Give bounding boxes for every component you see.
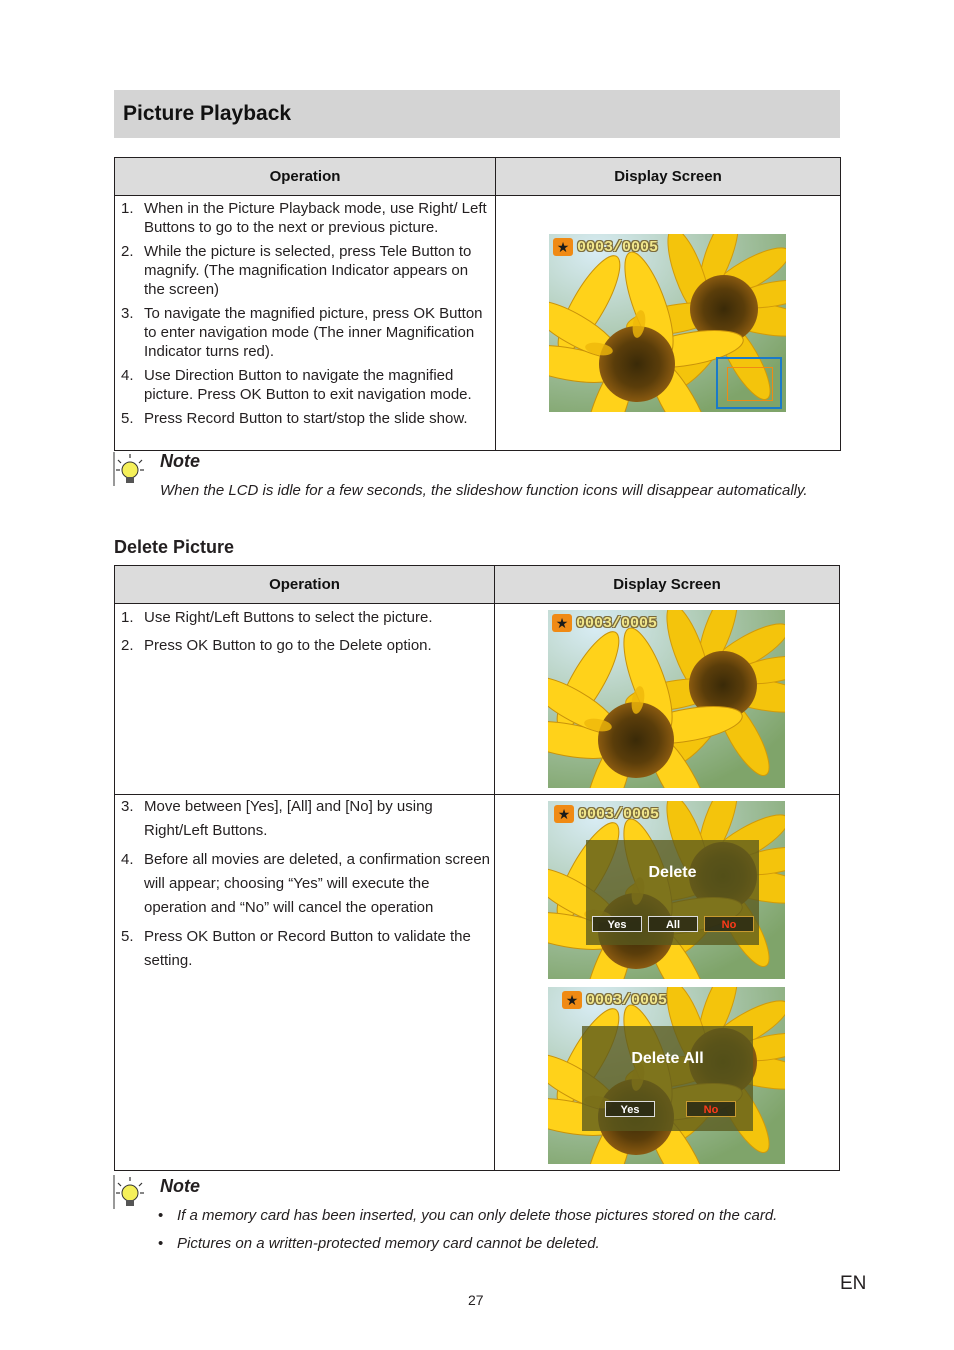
step-number: 3. — [121, 798, 134, 815]
step-number: 4. — [121, 367, 134, 384]
step-text: Press OK Button to go to the Delete option. — [144, 637, 432, 654]
star-icon: ★ — [552, 614, 572, 632]
image-counter: 0003/0005 — [577, 238, 659, 256]
star-icon: ★ — [553, 238, 573, 256]
column-header-operation: Operation — [115, 158, 496, 196]
page-number: 27 — [468, 1292, 484, 1308]
section-header-bar — [114, 90, 840, 138]
list-item — [121, 636, 490, 656]
step-number: 4. — [121, 851, 134, 868]
note-bullet — [158, 1207, 777, 1224]
playback-hud — [553, 238, 658, 256]
lightbulb-icon — [113, 1175, 145, 1209]
language-label: EN — [840, 1273, 867, 1294]
step-number: 3. — [121, 305, 134, 322]
step-text: Press Record Button to start/stop the slide show. — [144, 410, 468, 427]
step-number: 5. — [121, 410, 134, 427]
no-button[interactable]: No — [704, 916, 754, 932]
step-number: 1. — [121, 609, 134, 626]
lightbulb-icon — [113, 452, 145, 486]
operation-cell — [115, 795, 495, 1171]
list-item — [121, 304, 491, 361]
star-icon: ★ — [554, 805, 574, 823]
list-item — [121, 848, 490, 920]
lcd-screen-magnify — [549, 234, 786, 412]
list-item — [121, 409, 491, 428]
step-number: 2. — [121, 243, 134, 260]
list-item — [121, 608, 490, 628]
playback-hud — [562, 991, 667, 1009]
operation-cell — [115, 604, 495, 795]
magnification-indicator-inner — [727, 367, 773, 401]
lcd-screen-playback — [548, 610, 785, 788]
dialog-title: Delete All — [631, 1050, 704, 1067]
note-text: When the LCD is idle for a few seconds, the slideshow function icons will disappear automatically. — [160, 482, 808, 499]
yes-button[interactable]: Yes — [605, 1101, 655, 1117]
step-text: Use Right/Left Buttons to select the picture. — [144, 609, 433, 626]
list-item — [121, 366, 491, 404]
playback-steps-list — [115, 196, 495, 428]
page-title: Picture Playback — [123, 102, 292, 125]
step-number: 1. — [121, 200, 134, 217]
image-counter: 0003/0005 — [576, 614, 658, 632]
column-header-display-screen: Display Screen — [495, 566, 840, 604]
delete-dialog — [586, 840, 759, 945]
step-number: 2. — [121, 637, 134, 654]
image-counter: 0003/0005 — [578, 805, 660, 823]
column-header-operation: Operation — [115, 566, 495, 604]
step-text: When in the Picture Playback mode, use Right/ Left Buttons to go to the next or previous picture. — [144, 200, 487, 236]
list-item — [121, 925, 490, 973]
no-button[interactable]: No — [686, 1101, 736, 1117]
delete-confirm-steps-list — [115, 795, 494, 973]
delete-picture-heading: Delete Picture — [114, 537, 235, 557]
delete-all-dialog — [582, 1026, 753, 1131]
note-title: Note — [160, 1176, 200, 1196]
step-text: Before all movies are deleted, a confirmation screen will appear; choosing “Yes” will execute the operation and “No” will cancel the operation — [144, 851, 491, 916]
dialog-title: Delete — [648, 864, 697, 881]
list-item — [121, 795, 490, 843]
bullet-icon: • — [158, 1207, 164, 1224]
step-text: Use Direction Button to navigate the magnified picture. Press OK Button to exit navigation mode. — [144, 367, 472, 403]
star-icon: ★ — [562, 991, 582, 1009]
note-bullet-text: If a memory card has been inserted, you can only delete those pictures stored on the card. — [177, 1207, 778, 1224]
note-bullet — [158, 1235, 600, 1252]
list-item — [121, 199, 491, 237]
note-title: Note — [160, 451, 200, 471]
list-item — [121, 242, 491, 299]
lcd-screen-delete-all-dialog — [548, 987, 785, 1164]
step-text: Move between [Yes], [All] and [No] by using Right/Left Buttons. — [144, 798, 433, 839]
step-text: Press OK Button or Record Button to validate the setting. — [144, 928, 471, 969]
sunflower-photo — [548, 610, 785, 788]
image-counter: 0003/0005 — [586, 991, 668, 1009]
bullet-icon: • — [158, 1235, 164, 1252]
step-text: While the picture is selected, press Tele Button to magnify. (The magnification Indicator appears on the screen) — [144, 243, 472, 298]
step-number: 5. — [121, 928, 134, 945]
column-header-display-screen: Display Screen — [496, 158, 841, 196]
all-button[interactable]: All — [648, 916, 698, 932]
lcd-screen-delete-dialog — [548, 801, 785, 979]
step-text: To navigate the magnified picture, press OK Button to enter navigation mode (The inner Magnification Indicator turns red). — [144, 305, 483, 360]
delete-steps-list — [115, 604, 494, 656]
operation-cell — [115, 196, 496, 451]
playback-hud — [554, 805, 659, 823]
note-bullet-text: Pictures on a written-protected memory card cannot be deleted. — [177, 1235, 600, 1252]
yes-button[interactable]: Yes — [592, 916, 642, 932]
playback-hud — [552, 614, 657, 632]
